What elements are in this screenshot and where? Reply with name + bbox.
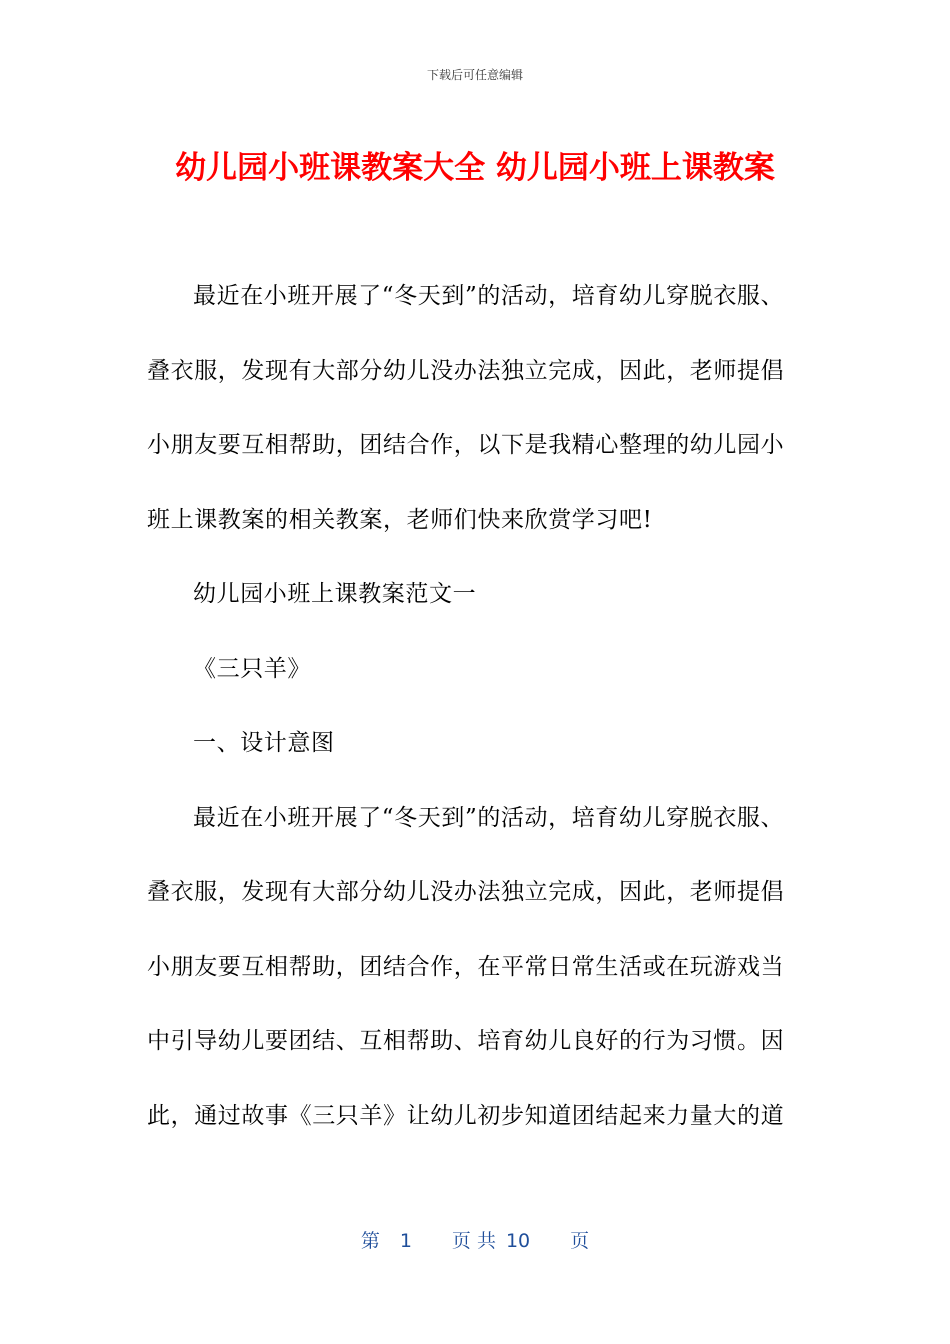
paragraph-line: 最近在小班开展了“冬天到”的活动，培育幼儿穿脱衣服、: [193, 283, 785, 309]
story-title: 《三只羊》: [193, 655, 311, 682]
header-note: 下载后可任意编辑: [426, 68, 523, 82]
document-title: 幼儿园小班课教案大全 幼儿园小班上课教案: [175, 150, 775, 186]
paragraph-line: 小朋友要互相帮助，团结合作，以下是我精心整理的幼儿园小: [147, 432, 785, 458]
paragraph-line: 班上课教案的相关教案，老师们快来欣赏学习吧!: [147, 506, 653, 533]
footer-page-suffix: 页: [570, 1230, 590, 1252]
footer-page-prefix: 第: [360, 1230, 380, 1252]
paragraph-line: 小朋友要互相帮助，团结合作，在平常日常生活或在玩游戏当: [147, 953, 785, 980]
paragraph-line: 此，通过故事《三只羊》让幼儿初步知道团结起来力量大的道: [147, 1102, 785, 1129]
subsection-heading: 一、设计意图: [193, 730, 335, 756]
footer-page-number: 1: [399, 1230, 412, 1252]
footer-page-middle: 页 共: [451, 1230, 496, 1252]
section-heading: 幼儿园小班上课教案范文一: [193, 581, 477, 607]
paragraph-line: 中引导幼儿要团结、互相帮助、培育幼儿良好的行为习惯。因: [147, 1028, 785, 1054]
footer-page-total: 10: [505, 1230, 531, 1252]
page-footer: [0, 1226, 950, 1253]
document-body: [147, 259, 812, 1153]
paragraph-line: 叠衣服，发现有大部分幼儿没办法独立完成，因此，老师提倡: [147, 357, 785, 384]
paragraph-line: 叠衣服，发现有大部分幼儿没办法独立完成，因此，老师提倡: [147, 879, 785, 905]
paragraph-line: 最近在小班开展了“冬天到”的活动，培育幼儿穿脱衣服、: [193, 804, 785, 831]
